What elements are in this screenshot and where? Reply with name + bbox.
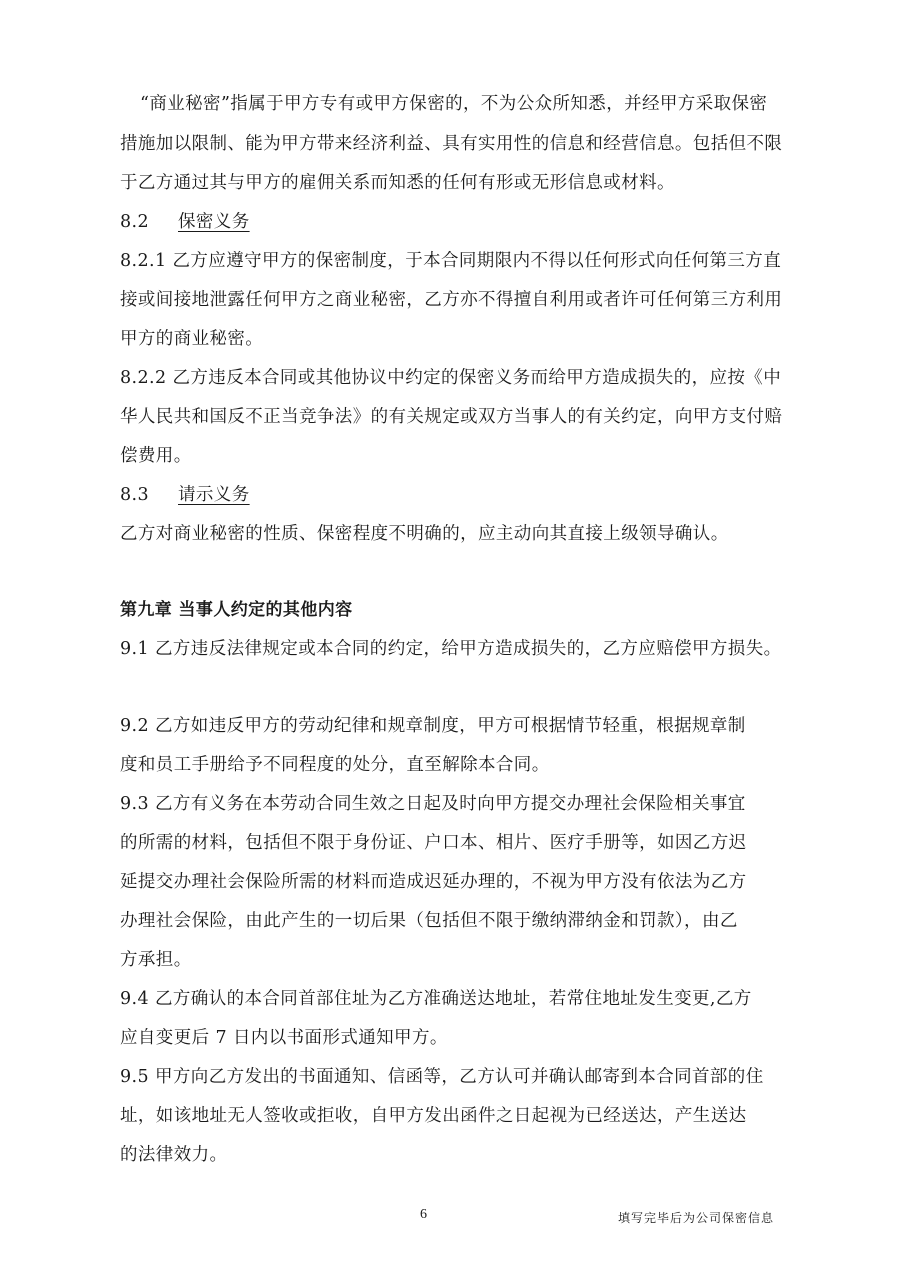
section-heading-8-2 <box>120 210 250 234</box>
paragraph-line: 方承担。 <box>120 950 192 970</box>
section-heading-8-3 <box>120 483 250 507</box>
paragraph-line: 延提交办理社会保险所需的材料而造成迟延办理的，不视为甲方没有依法为乙方 <box>120 872 747 892</box>
paragraph-line: 偿费用。 <box>120 446 192 466</box>
footer-confidential-note: 填写完毕后为公司保密信息 <box>618 1211 775 1225</box>
paragraph-line: 9.3 乙方有义务在本劳动合同生效之日起及时向甲方提交办理社会保险相关事宜 <box>120 794 746 814</box>
section-number: 8.3 <box>120 485 150 505</box>
chapter-heading: 第九章 当事人约定的其他内容 <box>120 600 353 620</box>
paragraph-line: “商业秘密”指属于甲方专有或甲方保密的，不为公众所知悉，并经甲方采取保密 <box>140 94 768 114</box>
paragraph-line: 于乙方通过其与甲方的雇佣关系而知悉的任何有形或无形信息或材料。 <box>120 173 675 193</box>
paragraph-line: 的所需的材料，包括但不限于身份证、户口本、相片、医疗手册等，如因乙方迟 <box>120 833 747 853</box>
page-number: 6 <box>420 1207 427 1222</box>
paragraph-line: 9.5 甲方向乙方发出的书面通知、信函等，乙方认可并确认邮寄到本合同首部的住 <box>120 1067 764 1087</box>
paragraph-line: 8.2.2 乙方违反本合同或其他协议中约定的保密义务而给甲方造成损失的，应按《中 <box>120 368 782 388</box>
paragraph-line: 9.1 乙方违反法律规定或本合同的约定，给甲方造成损失的，乙方应赔偿甲方损失。 <box>120 639 782 659</box>
paragraph-line: 甲方的商业秘密。 <box>120 329 264 349</box>
paragraph-line: 9.2 乙方如违反甲方的劳动纪律和规章制度，甲方可根据情节轻重，根据规章制 <box>120 716 746 736</box>
section-number: 8.2 <box>120 212 150 232</box>
section-title: 保密义务 <box>178 212 250 232</box>
paragraph-line: 的法律效力。 <box>120 1145 228 1165</box>
paragraph-line: 度和员工手册给予不同程度的处分，直至解除本合同。 <box>120 755 550 775</box>
paragraph-line: 8.2.1 乙方应遵守甲方的保密制度，于本合同期限内不得以任何形式向任何第三方直 <box>120 251 782 271</box>
paragraph-line: 乙方对商业秘密的性质、保密程度不明确的，应主动向其直接上级领导确认。 <box>120 524 729 544</box>
paragraph-line: 9.4 乙方确认的本合同首部住址为乙方准确送达地址，若常住地址发生变更,乙方 <box>120 989 752 1009</box>
paragraph-line: 应自变更后 7 日内以书面形式通知甲方。 <box>120 1028 448 1048</box>
paragraph-line: 办理社会保险，由此产生的一切后果（包括但不限于缴纳滞纳金和罚款），由乙 <box>120 911 738 931</box>
section-title: 请示义务 <box>178 485 250 505</box>
paragraph-line: 接或间接地泄露任何甲方之商业秘密，乙方亦不得擅自利用或者许可任何第三方利用 <box>120 290 783 310</box>
paragraph-line: 措施加以限制、能为甲方带来经济利益、具有实用性的信息和经营信息。包括但不限 <box>120 134 783 154</box>
paragraph-line: 华人民共和国反不正当竞争法》的有关规定或双方当事人的有关约定，向甲方支付赔 <box>120 407 783 427</box>
paragraph-line: 址，如该地址无人签收或拒收，自甲方发出函件之日起视为已经送达，产生送达 <box>120 1106 747 1126</box>
